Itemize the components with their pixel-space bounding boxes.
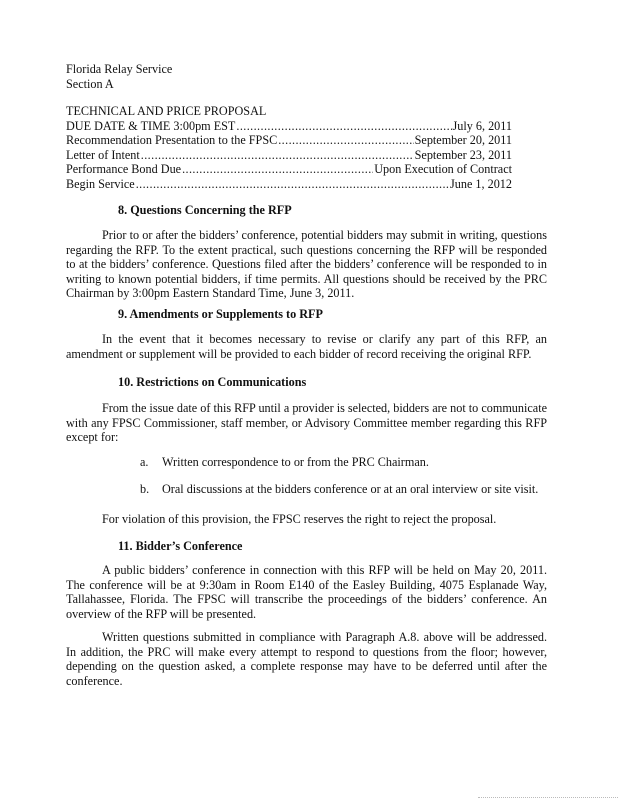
section-paragraph: From the issue date of this RFP until a provider is selected, bidders are not to communicate with any FPSC Commissioner, staff member, or Advisory Committee member regarding this RFP except for: [66, 401, 547, 445]
list-marker: a. [140, 455, 149, 469]
dot-leader [278, 133, 413, 148]
schedule-label: Begin Service [66, 176, 135, 191]
schedule-value: September 23, 2011 [414, 147, 512, 162]
section-heading: 10. Restrictions on Communications [118, 375, 307, 389]
schedule-row [66, 148, 512, 163]
schedule-label: Recommendation Presentation to the FPSC [66, 133, 278, 148]
section-8-body [66, 228, 547, 301]
schedule-value: Upon Execution of Contract [374, 162, 512, 177]
section-11-body [66, 563, 547, 621]
section-heading: 8. Questions Concerning the RFP [118, 203, 292, 217]
section-10-closing [66, 512, 547, 527]
section-10 [66, 375, 547, 390]
dot-leader [141, 148, 414, 163]
section-11-body-2 [66, 630, 547, 688]
schedule-label: Performance Bond Due [66, 162, 182, 177]
section-paragraph: In the event that it becomes necessary to revise or clarify any part of this RFP, an amendment or supplement will be provided to each bidder of record receiving the original RFP. [66, 332, 547, 361]
section-9 [66, 307, 547, 322]
section-paragraph: Written questions submitted in compliance with Paragraph A.8. above will be addressed. In addition, the PRC will make every attempt to respond to questions from the floor; however, depending on the question asked, a complete response may have to be deferred until after the conference. [66, 630, 547, 688]
section-9-body [66, 332, 547, 361]
schedule-label: DUE DATE & TIME 3:00pm EST [66, 118, 236, 133]
document-header [66, 62, 172, 91]
section-paragraph: A public bidders’ conference in connection with this RFP will be held on May 20, 2011. The conference will be at 9:30am in Room E140 of the Easley Building, 4075 Esplanade Way, Tallahassee, Florida. The FPSC will transcribe the proceedings of the bidders’ conference. An overview of the RFP will be presented. [66, 563, 547, 621]
header-section: Section A [66, 76, 114, 91]
list-text: Oral discussions at the bidders conference or at an oral interview or site visit. [162, 482, 539, 496]
dot-leader [182, 162, 373, 177]
section-paragraph: Prior to or after the bidders’ conference, potential bidders may submit in writing, questions regarding the RFP. To the extent practical, such questions concerning the RFP will be responded to at the bidders’ conference. Questions filed after the bidders’ conference will be responded to in writing to known potential bidders, if time permits. All questions should be received by the PRC Chairman by 3:00pm Eastern Standard Time, June 3, 2011. [66, 228, 547, 301]
dot-leader [136, 177, 449, 192]
proposal-schedule [66, 104, 512, 192]
page-edge-mark [478, 797, 618, 799]
schedule-value: June 1, 2012 [450, 176, 512, 191]
section-heading: 9. Amendments or Supplements to RFP [118, 307, 323, 321]
schedule-row [66, 177, 512, 192]
section-paragraph: For violation of this provision, the FPSC reserves the right to reject the proposal. [102, 512, 497, 526]
section-11 [66, 539, 547, 554]
list-marker: b. [140, 482, 150, 496]
schedule-value: September 20, 2011 [414, 133, 512, 148]
header-title: Florida Relay Service [66, 62, 173, 76]
list-item [140, 455, 429, 470]
schedule-row [66, 133, 512, 148]
schedule-label: Letter of Intent [66, 147, 140, 162]
dot-leader [236, 119, 451, 134]
section-heading: 11. Bidder’s Conference [118, 539, 243, 553]
section-8 [66, 203, 547, 218]
schedule-row [66, 162, 512, 177]
schedule-row [66, 119, 512, 134]
schedule-title: TECHNICAL AND PRICE PROPOSAL [66, 104, 267, 118]
list-text: Written correspondence to or from the PRC Chairman. [162, 455, 429, 469]
section-10-body [66, 401, 547, 445]
list-item [140, 482, 538, 497]
schedule-value: July 6, 2011 [452, 118, 512, 133]
